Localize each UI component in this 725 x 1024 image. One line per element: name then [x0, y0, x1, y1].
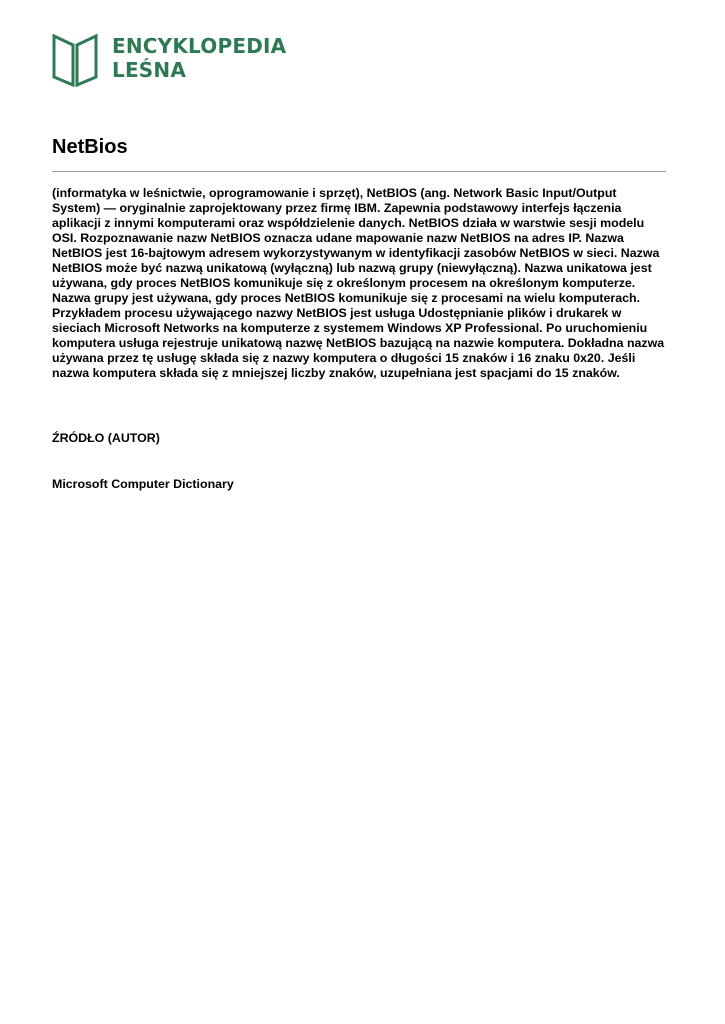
site-logo[interactable]	[52, 33, 286, 87]
logo-wordmark	[112, 34, 286, 82]
page-title: NetBios	[52, 136, 128, 158]
article-body: (informatyka w leśnictwie, oprogramowanie i sprzęt), NetBIOS (ang. Network Basic Input/Output System) — oryginalnie zaprojektowany przez firmę IBM. Zapewnia podstawowy interfejs łączenia aplikacji z innymi komputerami oraz współdzielenie danych. NetBIOS działa w warstwie sesji modelu OSI. Rozpoznawanie nazw NetBIOS oznacza udane mapowanie nazw NetBIOS na adres IP. Nazwa NetBIOS jest 16-bajtowym adresem wykorzystywanym w identyfikacji zasobów NetBIOS w sieci. Nazwa NetBIOS może być nazwą unikatową (wyłączną) lub nazwą grupy (niewyłączną). Nazwa unikatowa jest używana, gdy proces NetBIOS komunikuje się z określonym procesem na określonym komputerze. Nazwa grupy jest używana, gdy proces NetBIOS komunikuje się z procesami na wielu komputerach. Przykładem procesu używającego nazwy NetBIOS jest usługa Udostępnianie plików i drukarek w sieciach Microsoft Networks na komputerze z systemem Windows XP Professional. Po uruchomieniu komputera usługa rejestruje unikatową nazwę NetBIOS bazującą na nazwie komputera. Dokładna nazwa używana przez tę usługę składa się z nazwy komputera o długości 15 znaków i 16 znaku 0x20. Jeśli nazwa komputera składa się z mniejszej liczby znaków, uzupełniana jest spacjami do 15 znaków.	[52, 186, 665, 380]
source-heading: ŹRÓDŁO (AUTOR)	[52, 431, 160, 445]
open-book-icon	[52, 33, 98, 87]
source-value: Microsoft Computer Dictionary	[52, 477, 234, 491]
logo-line-1: ENCYKLOPEDIA	[112, 34, 287, 58]
title-divider	[52, 171, 666, 172]
logo-line-2: LEŚNA	[112, 58, 187, 82]
